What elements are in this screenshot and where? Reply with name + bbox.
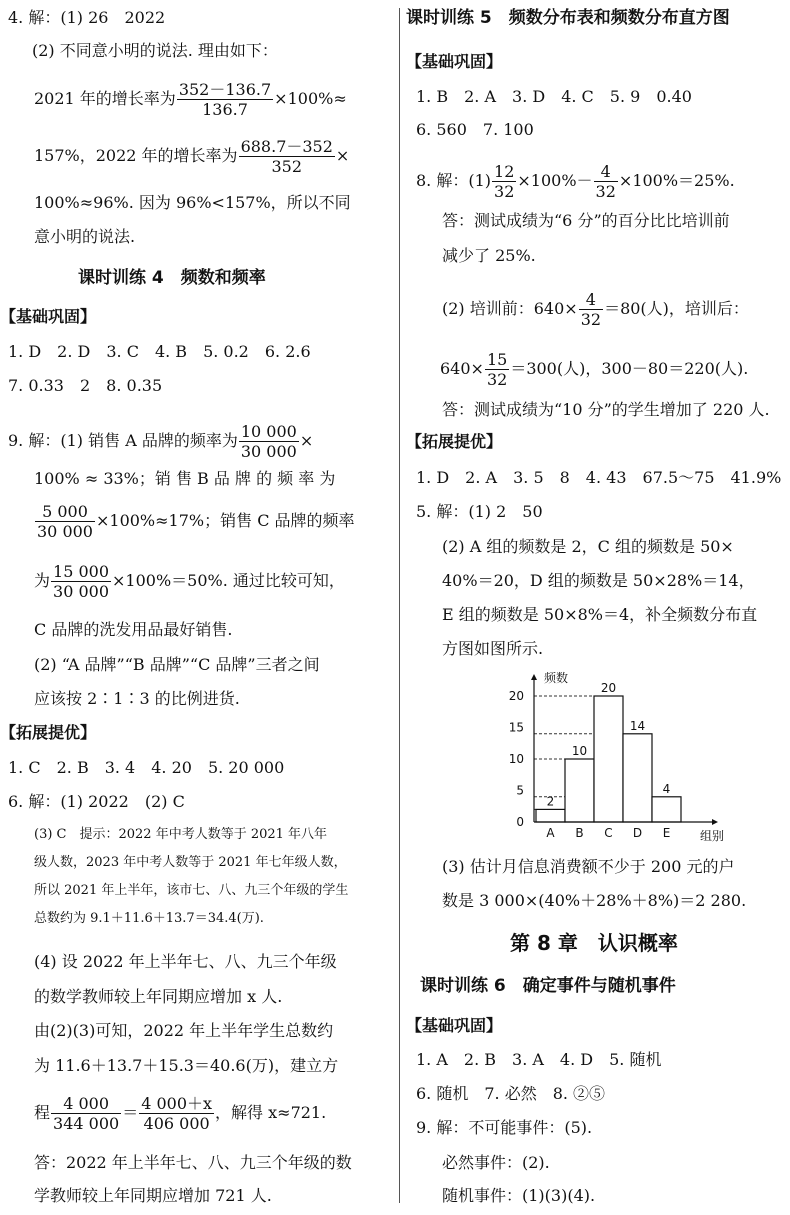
x-axis-label: 组别 — [700, 829, 725, 843]
denominator: 406 000 — [143, 1114, 210, 1133]
numerator: 10 000 — [240, 422, 297, 441]
denominator: 344 000 — [53, 1114, 120, 1133]
q5-answer-1: 5. 解：(1) 2 50 — [416, 502, 543, 521]
fraction — [239, 422, 299, 461]
q5-answer-6: (3) 估计月信息消费额不少于 200 元的户 — [442, 857, 735, 876]
column-divider — [399, 8, 400, 1203]
q4-answer-1: 4. 解：(1) 26 2022 — [8, 8, 166, 27]
denominator: 32 — [494, 182, 515, 201]
histogram-bar-B — [565, 759, 594, 822]
text: 8. 解：(1) — [416, 171, 492, 190]
section-basic: 【基础巩固】 — [0, 307, 97, 326]
q9-answer-5: C 品牌的洗发用品最好销售. — [34, 620, 233, 639]
fraction — [239, 137, 335, 176]
histogram-bar-D — [623, 734, 652, 822]
q6-hint-3: 所以 2021 年上半年，该市七、八、九三个年级的学生 — [34, 883, 349, 898]
denominator: 32 — [486, 370, 508, 389]
fraction — [139, 1094, 214, 1133]
chapter-8-title: 第 8 章 认识概率 — [510, 931, 678, 955]
q9-answer-2: 100% ≈ 33%；销 售 B 品 牌 的 频 率 为 — [34, 469, 336, 488]
q4-answer-3 — [34, 80, 347, 119]
q9-answer-3: 随机事件：(1)(3)(4). — [442, 1186, 596, 1205]
q4-answer-2: (2) 不同意小明的说法. 理由如下： — [32, 41, 278, 60]
q8-answer-4 — [442, 290, 749, 329]
y-tick-label: 20 — [508, 689, 524, 703]
q6-answer-6: 由(2)(3)可知，2022 年上半年学生总数约 — [34, 1021, 334, 1040]
denominator: 136.7 — [202, 100, 248, 119]
q5-answer-3: 40%＝20，D 组的频数是 50×28%＝14， — [442, 571, 755, 590]
ext-answers-1-5: 1. C 2. B 3. 4 4. 20 5. 20 000 — [8, 758, 285, 777]
fraction — [579, 290, 603, 329]
section-extension: 【拓展提优】 — [406, 432, 503, 451]
fraction — [492, 162, 516, 201]
numerator: 5 000 — [35, 502, 95, 522]
q5-answer-7: 数是 3 000×(40%＋28%＋8%)＝2 280. — [442, 891, 747, 910]
denominator: 32 — [595, 182, 616, 201]
q5-answer-2: (2) A 组的频数是 2，C 组的频数是 50× — [442, 537, 734, 556]
bar-value-label: 4 — [662, 781, 671, 796]
x-axis-arrow-icon — [712, 819, 718, 825]
q6-conclusion-1: 答：2022 年上半年七、八、九三个年级的数 — [34, 1153, 352, 1172]
lesson-6-title: 课时训练 6 确定事件与随机事件 — [420, 976, 676, 996]
denominator: 32 — [580, 310, 602, 329]
text: 157%，2022 年的增长率为 — [34, 146, 238, 165]
y-axis-label: 频数 — [544, 671, 569, 685]
ext-answers-1-4: 1. D 2. A 3. 5 8 4. 43 67.5～75 41.9% — [416, 468, 782, 487]
text: ×100%＝50%. 通过比较可知， — [112, 571, 345, 590]
histogram-bar-E — [652, 797, 681, 822]
q9-answer-6: (2) “A 品牌”“B 品牌”“C 品牌”三者之间 — [34, 655, 320, 674]
x-tick-label: B — [575, 826, 584, 840]
q9-answer-1 — [8, 422, 313, 461]
q6-hint-1: (3) C 提示：2022 年中考人数等于 2021 年八年 — [34, 827, 328, 842]
section-extension: 【拓展提优】 — [0, 723, 97, 742]
numerator: 15 000 — [53, 562, 109, 581]
denominator: 30 000 — [240, 442, 297, 461]
lesson-4-title: 课时训练 4 频数和频率 — [78, 268, 266, 288]
q8-answer-3: 减少了 25%. — [442, 246, 536, 265]
text: 9. 解：(1) 销售 A 品牌的频率为 — [8, 431, 238, 450]
fraction — [35, 502, 95, 541]
text: ＝ — [122, 1103, 139, 1122]
q5-answer-4: E 组的频数是 50×8%＝4，补全频数分布直 — [442, 605, 758, 624]
q4-answer-4 — [34, 137, 349, 176]
x-tick-label: A — [546, 826, 555, 840]
numerator: 4 000＋x — [141, 1094, 213, 1113]
l4-answers-1-6: 1. D 2. D 3. C 4. B 5. 0.2 6. 2.6 — [8, 342, 311, 361]
text: × — [299, 431, 314, 450]
q6-answer-4: (4) 设 2022 年上半年七、八、九三个年级 — [34, 952, 337, 971]
q4-answer-6: 意小明的说法. — [34, 227, 136, 246]
denominator: 30 000 — [53, 582, 109, 601]
l5-answers-6-7: 6. 560 7. 100 — [416, 120, 534, 139]
q4-answer-5: 100%≈96%. 因为 96%<157%，所以不同 — [34, 193, 351, 212]
y-tick-label: 10 — [508, 752, 524, 766]
text: ＝80(人)，培训后： — [604, 299, 749, 318]
q6-answer-5: 的数学教师较上年同期应增加 x 人. — [34, 987, 283, 1006]
fraction — [485, 350, 509, 389]
histogram-bar-C — [594, 696, 623, 822]
fraction — [51, 562, 111, 601]
numerator: 688.7－352 — [240, 137, 333, 156]
l5-answers-1-5: 1. B 2. A 3. D 4. C 5. 9 0.40 — [416, 87, 692, 106]
x-tick-label: C — [604, 826, 613, 840]
y-tick-label: 5 — [516, 783, 524, 798]
q5-answer-5: 方图如图所示. — [442, 639, 544, 658]
fraction — [177, 80, 273, 119]
l6-answers-6-8: 6. 随机 7. 必然 8. ②⑤ — [416, 1084, 606, 1103]
q8-answer-6: 答：测试成绩为“10 分”的学生增加了 220 人. — [442, 400, 770, 419]
q9-answer-2: 必然事件：(2). — [442, 1153, 550, 1172]
q8-answer-1 — [416, 162, 735, 201]
text: ×100%≈ — [274, 89, 347, 108]
q9-answer-3 — [34, 502, 355, 541]
text: 2021 年的增长率为 — [34, 89, 176, 108]
section-basic: 【基础巩固】 — [406, 52, 503, 71]
text: ＝300(人)，300－80＝220(人). — [510, 359, 749, 378]
denominator: 30 000 — [37, 522, 93, 541]
numerator: 12 — [494, 162, 515, 181]
bar-value-label: 20 — [600, 681, 617, 695]
x-tick-label: D — [632, 826, 643, 840]
l4-answers-7-8: 7. 0.33 2 8. 0.35 — [8, 376, 163, 395]
q6-equation — [34, 1094, 326, 1133]
lesson-5-title: 课时训练 5 频数分布表和频数分布直方图 — [406, 8, 730, 28]
q8-answer-2: 答：测试成绩为“6 分”的百分比比培训前 — [442, 211, 730, 230]
y-tick-label: 15 — [508, 720, 524, 735]
bar-value-label: 10 — [571, 744, 588, 758]
bar-value-label: 14 — [629, 718, 646, 733]
q6-conclusion-2: 学教师较上年同期应增加 721 人. — [34, 1186, 272, 1205]
text: 640× — [440, 359, 484, 378]
bar-value-label: 2 — [546, 794, 555, 809]
text: ×100%－ — [517, 171, 593, 190]
y-tick-label: 0 — [516, 815, 524, 829]
text: ×100%≈17%；销售 C 品牌的频率 — [95, 511, 355, 530]
numerator: 4 000 — [51, 1094, 121, 1114]
q6-hint-4: 总数约为 9.1＋11.6＋13.7＝34.4(万). — [34, 911, 264, 926]
numerator: 4 — [594, 162, 618, 182]
fraction — [594, 162, 618, 201]
q8-answer-5 — [440, 350, 748, 389]
l6-answers-1-5: 1. A 2. B 3. A 4. D 5. 随机 — [416, 1050, 662, 1069]
fraction — [51, 1094, 121, 1133]
numerator: 4 — [579, 290, 603, 310]
q6-answer-1: 6. 解：(1) 2022 (2) C — [8, 792, 185, 811]
q9-answer-1: 9. 解：不可能事件：(5). — [416, 1118, 593, 1137]
numerator: 352－136.7 — [178, 80, 272, 99]
text: × — [335, 146, 350, 165]
text: 程 — [34, 1103, 51, 1122]
q6-answer-7: 为 11.6＋13.7＋15.3＝40.6(万)，建立方 — [34, 1056, 339, 1075]
frequency-histogram — [490, 668, 740, 848]
section-basic: 【基础巩固】 — [406, 1016, 503, 1035]
text: ×100%＝25%. — [618, 171, 735, 190]
text: (2) 培训前：640× — [442, 299, 578, 318]
y-axis-arrow-icon — [531, 674, 537, 680]
q6-hint-2: 级人数，2023 年中考人数等于 2021 年七年级人数， — [34, 855, 347, 870]
numerator: 15 — [486, 350, 508, 369]
x-tick-label: E — [662, 826, 671, 840]
text: 为 — [34, 571, 51, 590]
q9-answer-7: 应该按 2∶1∶3 的比例进货. — [34, 689, 240, 708]
text: ，解得 x≈721. — [215, 1103, 327, 1122]
denominator: 352 — [271, 157, 303, 176]
q9-answer-4 — [34, 562, 345, 601]
histogram-bar-A — [536, 809, 565, 822]
